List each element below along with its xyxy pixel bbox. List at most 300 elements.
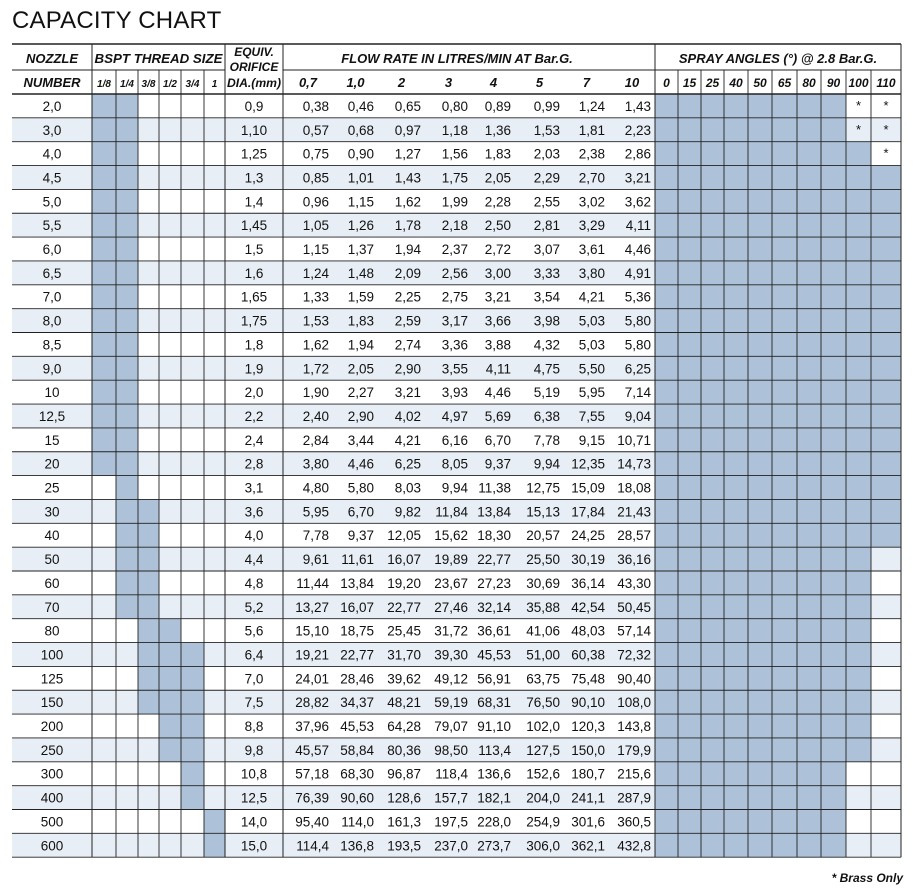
angle-cell-shaded xyxy=(678,762,701,786)
nozzle-number: 150 xyxy=(40,695,64,711)
thread-cell-shaded xyxy=(92,142,116,166)
angle-cell-shaded xyxy=(871,499,901,523)
header-thread-4: 3/4 xyxy=(185,79,200,90)
angle-cell-shaded xyxy=(724,595,748,619)
flow-rate-value: 96,87 xyxy=(387,766,421,782)
angle-cell-shaded xyxy=(748,738,772,762)
angle-cell-shaded xyxy=(701,547,724,571)
brass-only-mark: * xyxy=(855,97,862,113)
angle-cell-shaded xyxy=(846,690,871,714)
angle-cell-shaded xyxy=(724,189,748,213)
header-thread-size: BSPT THREAD SIZE xyxy=(94,52,224,66)
flow-rate-value: 68,31 xyxy=(477,695,511,711)
angle-cell-shaded xyxy=(821,738,846,762)
flow-rate-value: 19,89 xyxy=(434,552,468,568)
angle-cell-shaded xyxy=(797,380,821,404)
angle-cell-shaded xyxy=(701,643,724,667)
angle-cell-shaded xyxy=(724,118,748,142)
flow-rate-value: 9,37 xyxy=(484,456,511,472)
angle-cell-shaded xyxy=(678,619,701,643)
flow-rate-value: 4,21 xyxy=(394,432,421,448)
flow-rate-value: 43,30 xyxy=(617,575,651,591)
angle-cell-shaded xyxy=(772,404,797,428)
flow-rate-value: 3,07 xyxy=(533,242,560,258)
thread-cell-shaded xyxy=(92,94,116,118)
thread-cell-shaded xyxy=(92,333,116,357)
angle-cell-shaded xyxy=(724,523,748,547)
flow-rate-value: 114,0 xyxy=(341,814,374,830)
flow-rate-value: 4,46 xyxy=(624,242,651,258)
angle-cell-shaded xyxy=(821,285,846,309)
thread-cell-shaded xyxy=(92,356,116,380)
flow-rate-value: 45,57 xyxy=(295,742,329,758)
header-pressure-6: 7 xyxy=(582,75,591,90)
flow-rate-value: 3,55 xyxy=(441,361,468,377)
flow-rate-value: 91,10 xyxy=(477,719,511,735)
angle-cell-shaded xyxy=(678,309,701,333)
angle-cell-shaded xyxy=(655,666,678,690)
angle-cell-shaded xyxy=(772,309,797,333)
flow-rate-value: 2,03 xyxy=(533,146,560,162)
flow-rate-value: 11,61 xyxy=(341,552,374,568)
flow-rate-value: 24,25 xyxy=(571,528,605,544)
angle-cell-shaded xyxy=(655,786,678,810)
flow-rate-value: 1,83 xyxy=(484,146,511,162)
angle-cell-shaded xyxy=(748,810,772,834)
flow-rate-value: 58,84 xyxy=(340,742,374,758)
angle-cell-shaded xyxy=(821,810,846,834)
angle-cell-shaded xyxy=(655,333,678,357)
nozzle-number: 200 xyxy=(40,719,64,735)
angle-cell-shaded xyxy=(797,762,821,786)
flow-rate-value: 57,14 xyxy=(617,623,651,639)
angle-cell-shaded xyxy=(821,428,846,452)
flow-rate-value: 1,36 xyxy=(484,122,511,138)
flow-rate-value: 1,53 xyxy=(302,313,329,329)
flow-rate-value: 0,65 xyxy=(394,98,421,114)
thread-cell-shaded xyxy=(116,213,138,237)
angle-cell-shaded xyxy=(655,619,678,643)
angle-cell-shaded xyxy=(724,333,748,357)
angle-cell-shaded xyxy=(797,189,821,213)
flow-rate-value: 0,80 xyxy=(441,98,468,114)
flow-rate-value: 1,56 xyxy=(441,146,468,162)
flow-rate-value: 136,8 xyxy=(340,838,374,854)
orifice-diameter: 4,4 xyxy=(244,552,264,568)
brass-only-mark: * xyxy=(883,145,889,161)
flow-rate-value: 90,10 xyxy=(571,695,605,711)
angle-cell-shaded xyxy=(724,499,748,523)
angle-cell-shaded xyxy=(701,499,724,523)
flow-rate-value: 90,40 xyxy=(617,671,651,687)
angle-cell-shaded xyxy=(748,714,772,738)
header-flow-rate: FLOW RATE IN LITRES/MIN AT Bar.G. xyxy=(341,51,573,66)
angle-cell-shaded xyxy=(821,786,846,810)
angle-cell-shaded xyxy=(678,452,701,476)
thread-cell-shaded xyxy=(204,833,225,857)
angle-cell-shaded xyxy=(797,404,821,428)
thread-cell-shaded xyxy=(92,285,116,309)
angle-cell-shaded xyxy=(846,142,871,166)
angle-cell-shaded xyxy=(821,237,846,261)
flow-rate-value: 24,01 xyxy=(295,671,329,687)
angle-cell-shaded xyxy=(797,261,821,285)
angle-cell-shaded xyxy=(871,380,901,404)
angle-cell-shaded xyxy=(701,333,724,357)
angle-cell-shaded xyxy=(655,285,678,309)
flow-rate-value: 306,0 xyxy=(526,838,560,854)
thread-cell-shaded xyxy=(159,643,181,667)
angle-cell-shaded xyxy=(748,619,772,643)
flow-rate-value: 23,67 xyxy=(434,575,468,591)
brass-only-mark: * xyxy=(883,97,889,113)
angle-cell-shaded xyxy=(724,762,748,786)
angle-cell-shaded xyxy=(655,571,678,595)
flow-rate-value: 21,43 xyxy=(617,504,651,520)
thread-cell-shaded xyxy=(116,142,138,166)
angle-cell-shaded xyxy=(871,523,901,547)
angle-cell-shaded xyxy=(701,142,724,166)
header-thread-5: 1 xyxy=(211,79,218,90)
flow-rate-value: 30,69 xyxy=(526,575,560,591)
angle-cell-shaded xyxy=(678,356,701,380)
nozzle-number: 5,5 xyxy=(42,218,62,234)
flow-rate-value: 18,08 xyxy=(617,480,651,496)
flow-rate-value: 60,38 xyxy=(571,647,605,663)
angle-cell-shaded xyxy=(678,261,701,285)
flow-rate-value: 32,14 xyxy=(477,599,511,615)
angle-cell-shaded xyxy=(701,380,724,404)
thread-cell-shaded xyxy=(138,643,159,667)
flow-rate-value: 193,5 xyxy=(387,838,421,854)
nozzle-number: 500 xyxy=(40,814,64,830)
flow-rate-value: 1,26 xyxy=(347,218,374,234)
flow-rate-value: 5,03 xyxy=(578,337,605,353)
orifice-diameter: 1,45 xyxy=(240,218,268,234)
angle-cell-shaded xyxy=(846,547,871,571)
flow-rate-value: 12,35 xyxy=(571,456,605,472)
header-equiv: EQUIV. xyxy=(234,45,274,59)
flow-rate-value: 1,01 xyxy=(347,170,374,186)
angle-cell-shaded xyxy=(701,189,724,213)
angle-cell-shaded xyxy=(797,356,821,380)
angle-cell-shaded xyxy=(772,189,797,213)
flow-rate-value: 118,4 xyxy=(435,766,468,782)
flow-rate-value: 6,70 xyxy=(347,504,374,520)
angle-cell-shaded xyxy=(724,285,748,309)
angle-cell-shaded xyxy=(821,619,846,643)
angle-cell-shaded xyxy=(748,690,772,714)
thread-cell-shaded xyxy=(181,786,204,810)
thread-cell-shaded xyxy=(116,118,138,142)
angle-cell-shaded xyxy=(678,786,701,810)
flow-rate-value: 1,62 xyxy=(394,194,421,210)
angle-cell-shaded xyxy=(846,213,871,237)
angle-cell-shaded xyxy=(748,476,772,500)
flow-rate-value: 13,84 xyxy=(477,504,511,520)
flow-rate-value: 64,28 xyxy=(387,719,421,735)
nozzle-number: 25 xyxy=(44,480,60,496)
angle-cell-shaded xyxy=(772,356,797,380)
angle-cell-shaded xyxy=(772,571,797,595)
flow-rate-value: 1,18 xyxy=(441,122,468,138)
flow-rate-value: 8,03 xyxy=(394,480,421,496)
angle-cell-shaded xyxy=(655,762,678,786)
angle-cell-shaded xyxy=(797,237,821,261)
angle-cell-shaded xyxy=(655,452,678,476)
angle-cell-shaded xyxy=(871,476,901,500)
flow-rate-value: 3,61 xyxy=(578,242,605,258)
header-orifice: ORIFICE xyxy=(229,60,279,74)
angle-cell-shaded xyxy=(678,833,701,857)
flow-rate-value: 143,8 xyxy=(617,719,651,735)
flow-rate-value: 36,14 xyxy=(571,575,605,591)
angle-cell-shaded xyxy=(748,643,772,667)
angle-cell-shaded xyxy=(821,309,846,333)
angle-cell-shaded xyxy=(655,690,678,714)
header-dia: DIA.(mm) xyxy=(227,78,282,90)
angle-cell-shaded xyxy=(678,213,701,237)
angle-cell-shaded xyxy=(678,166,701,190)
header-thread-0: 1/8 xyxy=(97,79,111,90)
angle-cell-shaded xyxy=(655,833,678,857)
nozzle-number: 6,5 xyxy=(42,265,62,281)
flow-rate-value: 9,82 xyxy=(394,504,421,520)
angle-cell-shaded xyxy=(797,118,821,142)
orifice-diameter: 1,6 xyxy=(244,265,264,281)
flow-rate-value: 197,5 xyxy=(434,814,468,830)
angle-cell-shaded xyxy=(772,595,797,619)
angle-cell-shaded xyxy=(846,333,871,357)
orifice-diameter: 10,8 xyxy=(240,766,268,782)
flow-rate-value: 114,4 xyxy=(296,838,329,854)
thread-cell-shaded xyxy=(92,309,116,333)
flow-rate-value: 31,70 xyxy=(387,647,421,663)
angle-cell-shaded xyxy=(797,571,821,595)
header-angle-1: 15 xyxy=(682,76,697,90)
flow-rate-value: 5,95 xyxy=(578,385,605,401)
flow-rate-value: 120,3 xyxy=(571,719,605,735)
angle-cell-shaded xyxy=(748,309,772,333)
angle-cell-shaded xyxy=(748,237,772,261)
angle-cell-shaded xyxy=(772,94,797,118)
orifice-diameter: 0,9 xyxy=(244,98,264,114)
flow-rate-value: 4,91 xyxy=(624,265,651,281)
angle-cell-shaded xyxy=(772,523,797,547)
flow-rate-value: 4,02 xyxy=(394,408,421,424)
angle-cell-shaded xyxy=(846,499,871,523)
flow-rate-value: 75,48 xyxy=(571,671,605,687)
nozzle-number: 300 xyxy=(40,766,64,782)
brass-only-mark: * xyxy=(883,121,889,137)
flow-rate-value: 136,6 xyxy=(477,766,511,782)
flow-rate-value: 287,9 xyxy=(617,790,651,806)
angle-cell-shaded xyxy=(846,476,871,500)
flow-rate-value: 5,69 xyxy=(484,408,511,424)
flow-rate-value: 0,46 xyxy=(347,98,374,114)
thread-cell-shaded xyxy=(181,714,204,738)
thread-cell-shaded xyxy=(116,333,138,357)
angle-cell-shaded xyxy=(748,356,772,380)
angle-cell-shaded xyxy=(724,356,748,380)
flow-rate-value: 22,77 xyxy=(387,599,421,615)
flow-rate-value: 17,84 xyxy=(571,504,605,520)
angle-cell-shaded xyxy=(701,285,724,309)
angle-cell-shaded xyxy=(678,738,701,762)
thread-cell-shaded xyxy=(116,356,138,380)
flow-rate-value: 432,8 xyxy=(617,838,651,854)
angle-cell-shaded xyxy=(748,762,772,786)
flow-rate-value: 2,28 xyxy=(484,194,511,210)
flow-rate-value: 0,75 xyxy=(302,146,329,162)
angle-cell-shaded xyxy=(701,356,724,380)
angle-cell-shaded xyxy=(655,404,678,428)
flow-rate-value: 28,82 xyxy=(295,695,329,711)
header-angle-6: 80 xyxy=(802,76,816,90)
flow-rate-value: 1,48 xyxy=(347,265,374,281)
flow-rate-value: 1,99 xyxy=(441,194,468,210)
flow-rate-value: 48,03 xyxy=(571,623,605,639)
flow-rate-value: 45,53 xyxy=(477,647,511,663)
flow-rate-value: 7,78 xyxy=(533,432,560,448)
angle-cell-shaded xyxy=(701,786,724,810)
angle-cell-shaded xyxy=(701,213,724,237)
angle-cell-shaded xyxy=(846,189,871,213)
thread-cell-shaded xyxy=(116,285,138,309)
header-angle-4: 50 xyxy=(753,76,767,90)
angle-cell-shaded xyxy=(846,237,871,261)
angle-cell-shaded xyxy=(772,690,797,714)
flow-rate-value: 98,50 xyxy=(434,742,468,758)
angle-cell-shaded xyxy=(678,666,701,690)
angle-cell-shaded xyxy=(724,786,748,810)
flow-rate-value: 1,53 xyxy=(533,122,560,138)
angle-cell-shaded xyxy=(748,333,772,357)
flow-rate-value: 161,3 xyxy=(387,814,421,830)
flow-rate-value: 9,94 xyxy=(441,480,468,496)
angle-cell-shaded xyxy=(724,309,748,333)
nozzle-number: 8,0 xyxy=(42,313,62,329)
orifice-diameter: 5,2 xyxy=(244,599,264,615)
flow-rate-value: 182,1 xyxy=(477,790,511,806)
flow-rate-value: 3,66 xyxy=(484,313,511,329)
thread-cell-shaded xyxy=(116,476,138,500)
flow-rate-value: 5,95 xyxy=(302,504,329,520)
header-angle-9: 110 xyxy=(876,76,896,90)
nozzle-number: 9,0 xyxy=(42,361,62,377)
angle-cell-shaded xyxy=(797,690,821,714)
thread-cell-shaded xyxy=(159,714,181,738)
flow-rate-value: 237,0 xyxy=(434,838,468,854)
flow-rate-value: 15,13 xyxy=(526,504,560,520)
angle-cell-shaded xyxy=(772,738,797,762)
flow-rate-value: 1,24 xyxy=(302,265,329,281)
flow-rate-value: 30,19 xyxy=(571,552,605,568)
angle-cell-shaded xyxy=(724,619,748,643)
thread-cell-shaded xyxy=(181,666,204,690)
flow-rate-value: 6,70 xyxy=(484,432,511,448)
flow-rate-value: 8,05 xyxy=(441,456,468,472)
flow-rate-value: 16,07 xyxy=(387,552,421,568)
angle-cell-shaded xyxy=(871,213,901,237)
angle-cell-shaded xyxy=(871,452,901,476)
flow-rate-value: 31,72 xyxy=(434,623,468,639)
angle-cell-shaded xyxy=(821,356,846,380)
flow-rate-value: 6,38 xyxy=(533,408,560,424)
angle-cell-shaded xyxy=(701,666,724,690)
header-angle-7: 90 xyxy=(826,76,841,90)
angle-cell-shaded xyxy=(701,261,724,285)
angle-cell-shaded xyxy=(797,94,821,118)
angle-cell-shaded xyxy=(655,237,678,261)
angle-cell-shaded xyxy=(655,118,678,142)
angle-cell-shaded xyxy=(772,261,797,285)
thread-cell-shaded xyxy=(159,738,181,762)
angle-cell-shaded xyxy=(772,213,797,237)
flow-rate-value: 1,81 xyxy=(578,122,605,138)
angle-cell-shaded xyxy=(821,714,846,738)
angle-cell-shaded xyxy=(871,333,901,357)
angle-cell-shaded xyxy=(655,738,678,762)
thread-cell-shaded xyxy=(159,666,181,690)
angle-cell-shaded xyxy=(724,666,748,690)
angle-cell-shaded xyxy=(701,428,724,452)
flow-rate-value: 2,37 xyxy=(441,242,468,258)
flow-rate-value: 2,27 xyxy=(347,385,374,401)
angle-cell-shaded xyxy=(724,833,748,857)
angle-cell-shaded xyxy=(797,285,821,309)
flow-rate-value: 3,21 xyxy=(484,289,511,305)
angle-cell-shaded xyxy=(701,452,724,476)
flow-rate-value: 80,36 xyxy=(387,742,421,758)
nozzle-number: 7,0 xyxy=(42,289,62,305)
angle-cell-shaded xyxy=(678,118,701,142)
angle-cell-shaded xyxy=(871,237,901,261)
flow-rate-value: 2,09 xyxy=(394,265,421,281)
flow-rate-value: 28,46 xyxy=(340,671,374,687)
angle-cell-shaded xyxy=(772,476,797,500)
header-pressure-3: 3 xyxy=(444,75,453,90)
angle-cell-shaded xyxy=(678,810,701,834)
flow-rate-value: 9,37 xyxy=(347,528,374,544)
nozzle-number: 5,0 xyxy=(42,194,62,210)
flow-rate-value: 72,32 xyxy=(617,647,651,663)
flow-rate-value: 7,14 xyxy=(624,385,651,401)
flow-rate-value: 3,62 xyxy=(624,194,651,210)
header-pressure-2: 2 xyxy=(397,75,406,90)
thread-cell-shaded xyxy=(116,428,138,452)
angle-cell-shaded xyxy=(724,571,748,595)
header-angle-2: 25 xyxy=(705,76,720,90)
flow-rate-value: 4,32 xyxy=(533,337,560,353)
angle-cell-shaded xyxy=(772,810,797,834)
thread-cell-shaded xyxy=(138,619,159,643)
angle-cell-shaded xyxy=(655,142,678,166)
nozzle-number: 400 xyxy=(40,790,64,806)
angle-cell-shaded xyxy=(724,404,748,428)
angle-cell-shaded xyxy=(748,571,772,595)
flow-rate-value: 2,72 xyxy=(484,242,511,258)
flow-rate-value: 11,84 xyxy=(435,504,468,520)
thread-cell-shaded xyxy=(138,547,159,571)
angle-cell-shaded xyxy=(678,476,701,500)
flow-rate-value: 6,25 xyxy=(394,456,421,472)
nozzle-number: 40 xyxy=(44,528,60,544)
flow-rate-value: 5,50 xyxy=(578,361,605,377)
orifice-diameter: 14,0 xyxy=(240,814,268,830)
flow-rate-value: 2,50 xyxy=(484,218,511,234)
flow-rate-value: 152,6 xyxy=(526,766,560,782)
